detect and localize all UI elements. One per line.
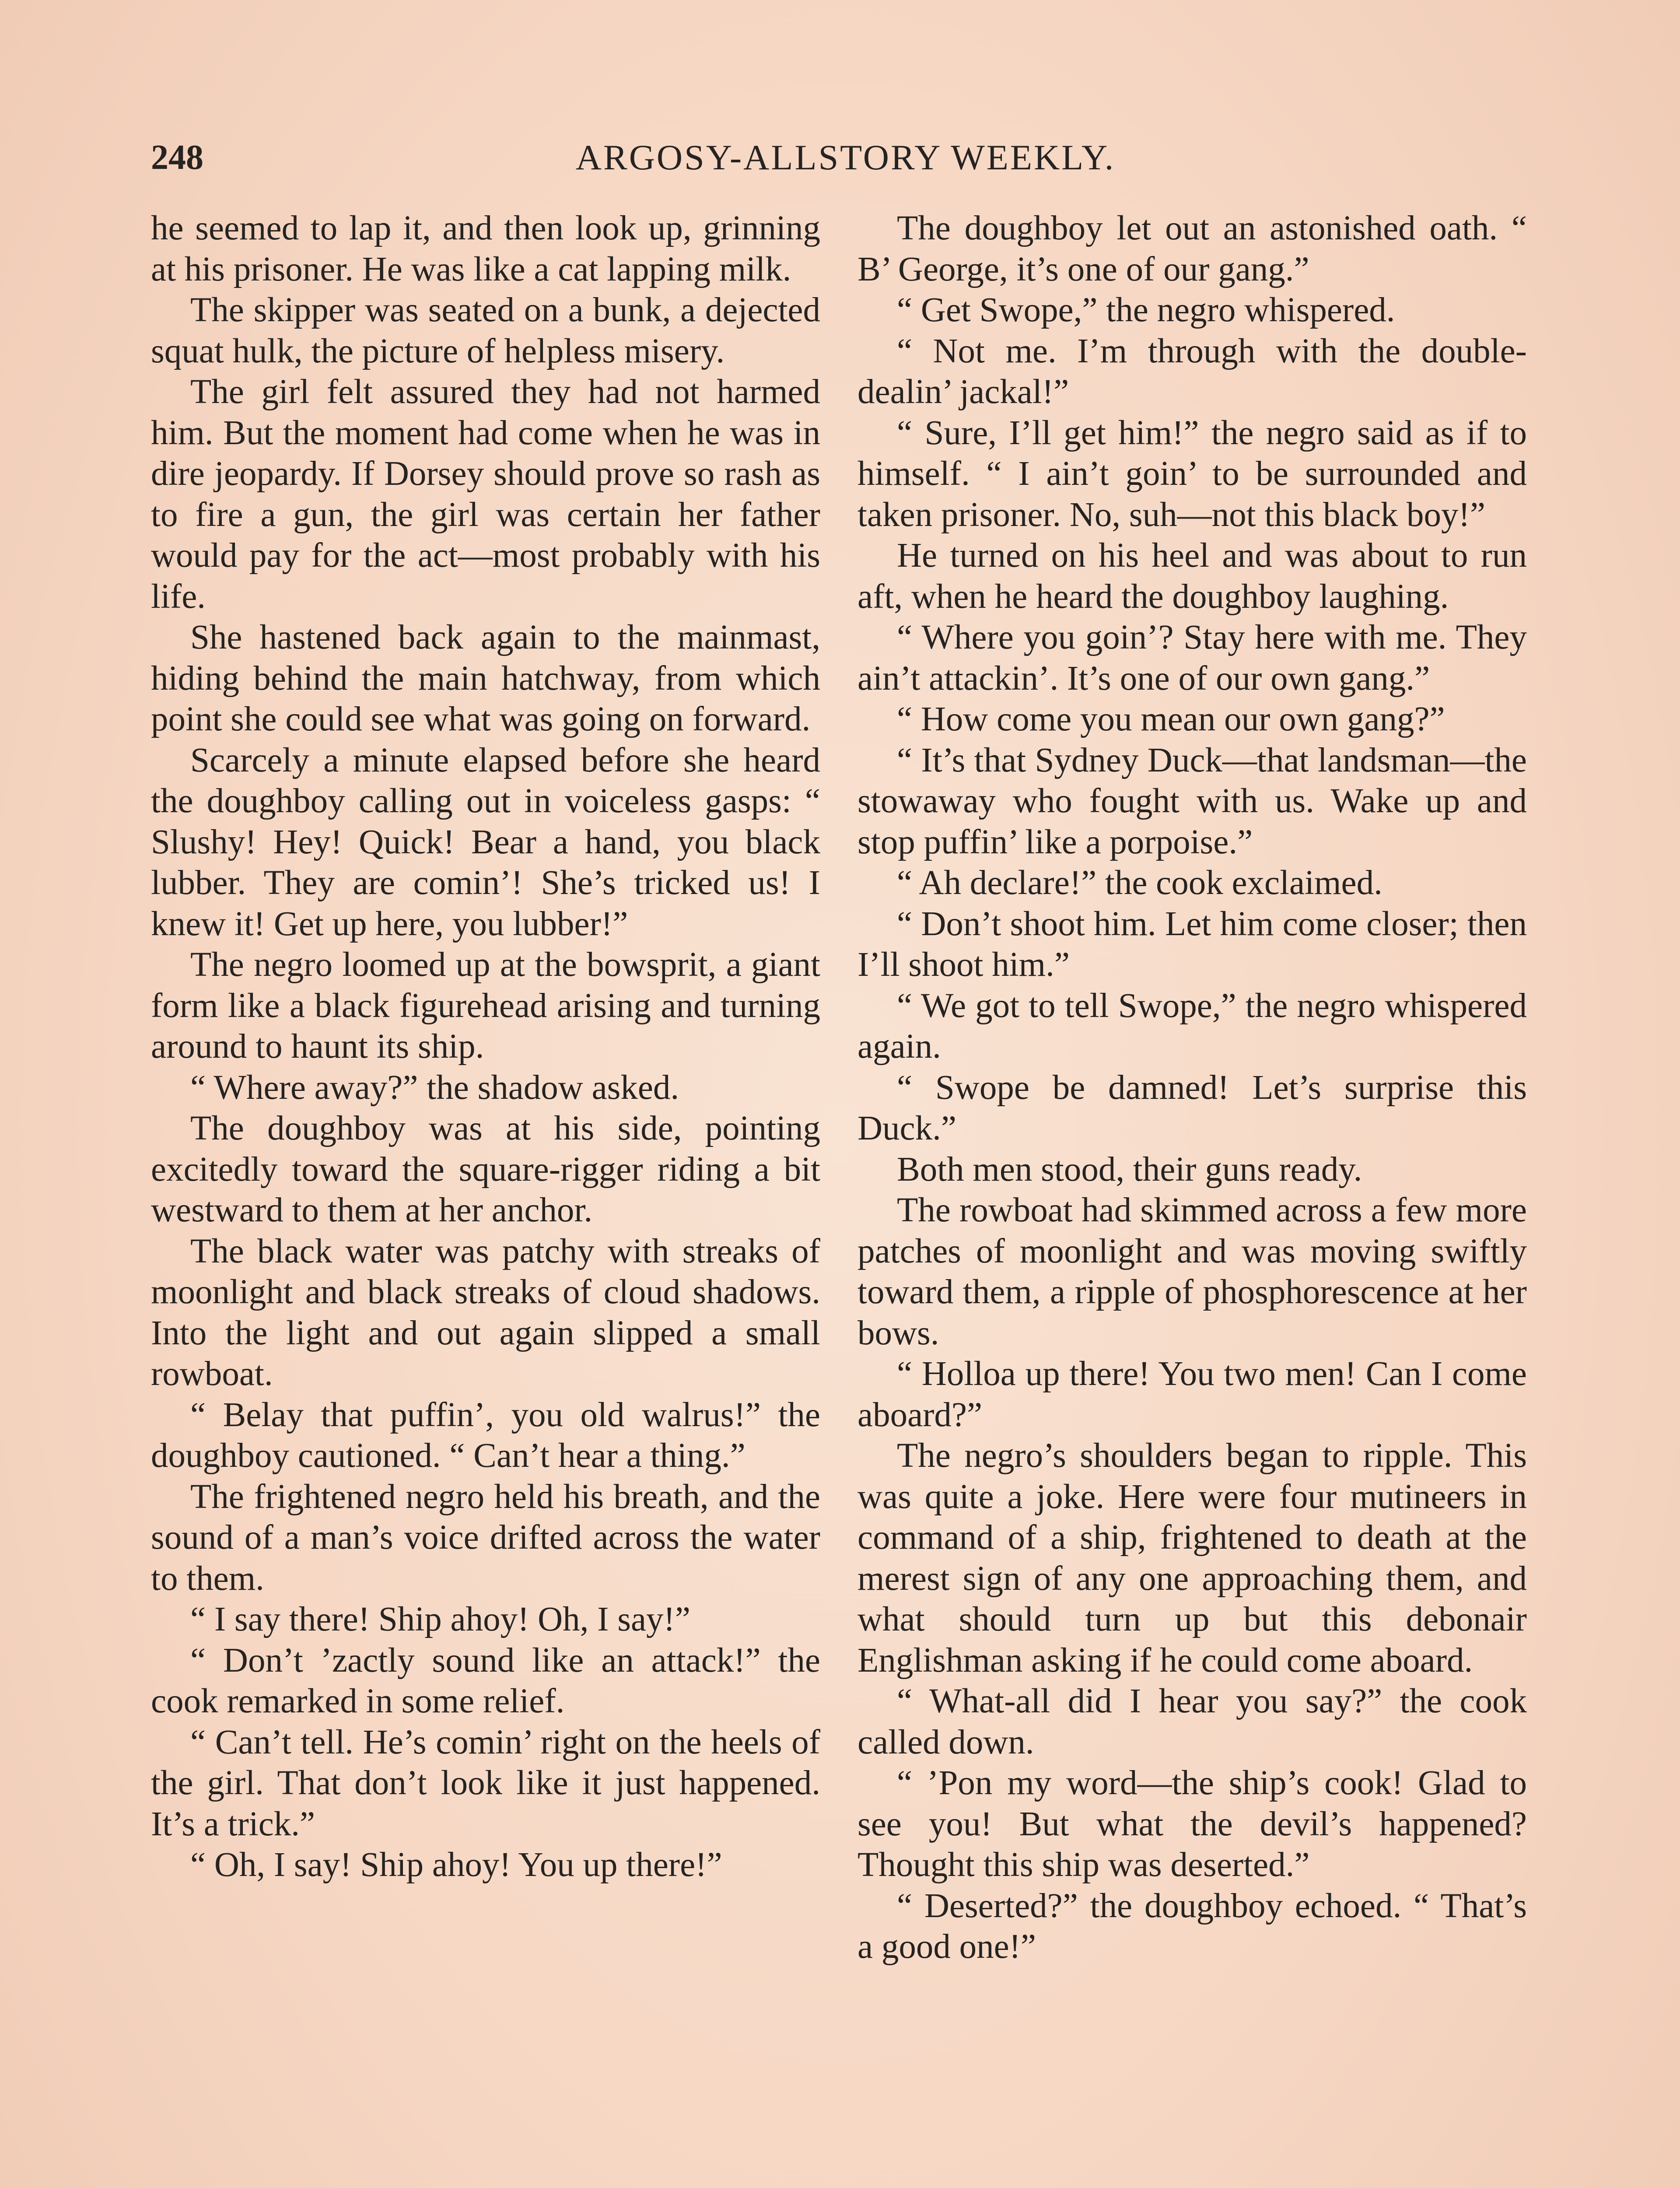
- paragraph: “ Where away?” the shadow asked.: [190, 1068, 679, 1107]
- paragraph: The skipper was seated on a bunk, a dejected squat hulk, the picture of helpless misery.: [151, 291, 820, 370]
- paragraph: “ Belay that puffin’, you old walrus!” the doughboy cautioned. “ Can’t hear a thing.”: [151, 1396, 820, 1475]
- paragraph: “ How come you mean our own gang?”: [897, 700, 1445, 738]
- paragraph: “ What-all did I hear you say?” the cook called down.: [858, 1682, 1527, 1761]
- paragraph: He turned on his heel and was about to run aft, when he heard the doughboy laughing.: [858, 536, 1527, 616]
- paragraph: “ Deserted?” the doughboy echoed. “ That’s a good one!”: [858, 1886, 1527, 1966]
- paragraph: “ Get Swope,” the negro whispered.: [897, 291, 1395, 329]
- paragraph: The black water was patchy with streaks of moonlight and black streaks of cloud shadows. Into the light and out again slipped a small rowboat.: [151, 1232, 820, 1393]
- paragraph: “ ’Pon my word—the ship’s cook! Glad to see you! But what the devil’s happened? Thought this ship was deserted.”: [858, 1764, 1527, 1884]
- paragraph: “ Holloa up there! You two men! Can I come aboard?”: [858, 1355, 1527, 1434]
- paragraph: The rowboat had skimmed across a few more patches of moonlight and was moving swiftly toward them, a ripple of phosphorescence at her bows.: [858, 1191, 1527, 1352]
- paragraph: She hastened back again to the mainmast, hiding behind the main hatchway, from which point she could see what was going on forward.: [151, 618, 820, 738]
- page-number: 248: [151, 138, 203, 177]
- paragraph: The girl felt assured they had not harmed him. But the moment had come when he was in dire jeopardy. If Dorsey should prove so rash as to fire a gun, the girl was certain her father would pay for the act—most probably with his life.: [151, 373, 820, 616]
- paragraph: “ It’s that Sydney Duck—that landsman—the stowaway who fought with us. Wake up and stop puffin’ like a porpoise.”: [858, 741, 1527, 861]
- paragraph: The doughboy let out an astonished oath. “ B’ George, it’s one of our gang.”: [858, 209, 1527, 288]
- paragraph: The negro’s shoulders began to ripple. This was quite a joke. Here were four mutineers in command of a ship, frightened to death at the merest sign of any one approaching them, and what should turn up but this debonair Englishman asking if he could come aboard.: [858, 1437, 1527, 1680]
- running-head: ARGOSY-ALLSTORY WEEKLY.: [575, 137, 1116, 177]
- paragraph: he seemed to lap it, and then look up, grinning at his prisoner. He was like a cat lapping milk.: [151, 209, 820, 288]
- paragraph: “ We got to tell Swope,” the negro whispered again.: [858, 986, 1527, 1066]
- paragraph: Scarcely a minute elapsed before she heard the doughboy calling out in voiceless gasps: “ Slushy! Hey! Quick! Bear a hand, you black lubber. They are comin’! She’s tricked us! I knew it! Get up here, you lubber!”: [151, 741, 820, 943]
- paragraph: The negro loomed up at the bowsprit, a giant form like a black figurehead arising and turning around to haunt its ship.: [151, 946, 820, 1066]
- paragraph: “ Don’t ’zactly sound like an attack!” the cook remarked in some relief.: [151, 1641, 820, 1720]
- paragraph: The frightened negro held his breath, and the sound of a man’s voice drifted across the water to them.: [151, 1477, 820, 1598]
- paragraph: “ Can’t tell. He’s comin’ right on the heels of the girl. That don’t look like it just happened. It’s a trick.”: [151, 1723, 820, 1843]
- text-column-right: [858, 208, 1527, 1967]
- paragraph: “ Swope be damned! Let’s surprise this Duck.”: [858, 1068, 1527, 1147]
- paragraph: “ Ah declare!” the cook exclaimed.: [897, 864, 1382, 902]
- paragraph: “ Where you goin’? Stay here with me. They ain’t attackin’. It’s one of our own gang.”: [858, 618, 1527, 698]
- page-header: [151, 131, 1540, 184]
- paragraph: “ I say there! Ship ahoy! Oh, I say!”: [190, 1600, 690, 1638]
- text-column-left: [151, 208, 820, 1886]
- paragraph: “ Not me. I’m through with the double-dealin’ jackal!”: [858, 332, 1527, 411]
- paragraph: The doughboy was at his side, pointing excitedly toward the square-rigger riding a bit westward to them at her anchor.: [151, 1109, 820, 1229]
- paragraph: Both men stood, their guns ready.: [897, 1150, 1362, 1189]
- paragraph: “ Sure, I’ll get him!” the negro said as if to himself. “ I ain’t goin’ to be surrounded and taken prisoner. No, suh—not this black boy!”: [858, 414, 1527, 534]
- paragraph: “ Don’t shoot him. Let him come closer; then I’ll shoot him.”: [858, 905, 1527, 984]
- paragraph: “ Oh, I say! Ship ahoy! You up there!”: [190, 1846, 722, 1884]
